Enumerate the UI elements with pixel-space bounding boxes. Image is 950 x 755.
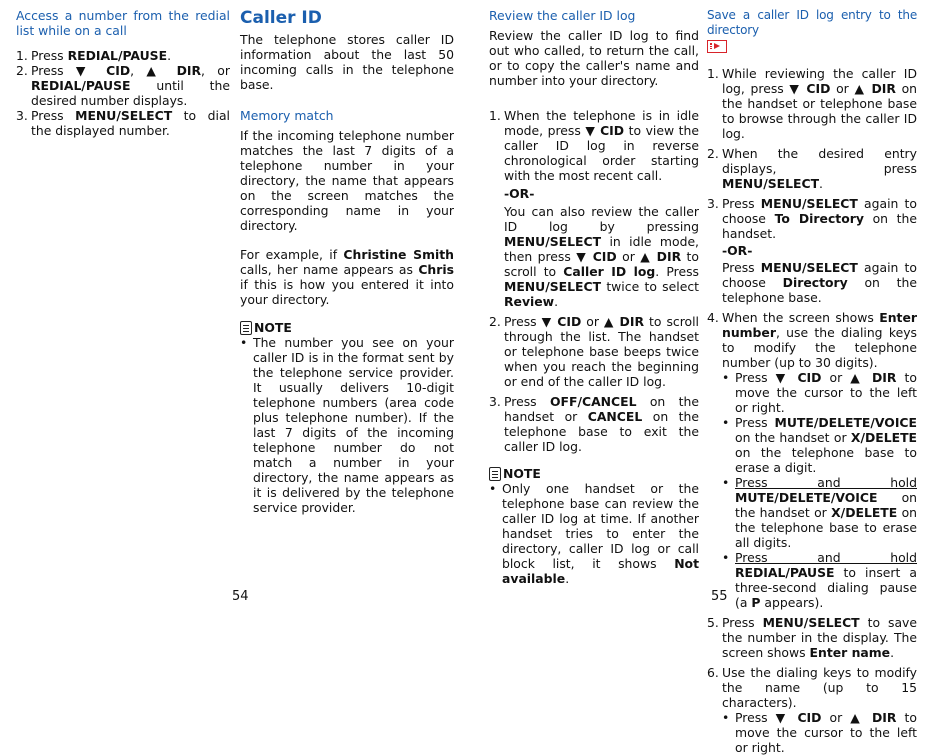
- list-item: 1. While reviewing the caller ID log, press ▼ CID or ▲ DIR on the handset or telephone base to browse through the caller ID log.: [707, 66, 917, 141]
- review-steps: [489, 108, 699, 454]
- page-number-right: 55: [711, 589, 728, 604]
- redial-steps: [16, 48, 230, 138]
- example-text: For example, if Christine Smith calls, her name appears as Chris if this is how you entered it into your directory.: [240, 247, 454, 307]
- note-item: • The number you see on your caller ID is in the format sent by the telephone service provider. It usually delivers 10-digit telephone numbers (area code plus telephone number). If the last 7 digits of the incoming telephone number do not match a number in your directory, the name appears as it is delivered by the telephone service provider.: [240, 335, 454, 515]
- list-item: • Press MUTE/DELETE/VOICE on the handset or X/DELETE on the telephone base to erase a digit.: [722, 415, 917, 475]
- list-item: 1. When the telephone is in idle mode, press ▼ CID to view the caller ID log in reverse chronological order starting with the most recent call. -OR- You can also review the caller ID log by pressing MENU/SELECT in idle mode, then press ▼ CID or ▲ DIR to scroll to Caller ID log. Press MENU/SELECT twice to select Review.: [489, 108, 699, 309]
- list-item: 6. Use the dialing keys to modify the name (up to 15 characters). • Press ▼ CID or ▲ DIR to move the cursor to the left or right.: [707, 665, 917, 755]
- note-icon: [489, 467, 501, 481]
- column-caller-id: [240, 8, 454, 515]
- step4-bullets: [722, 370, 917, 610]
- step6-bullets: [722, 710, 917, 755]
- column-review-log: [489, 8, 699, 586]
- note-list: [489, 481, 699, 586]
- alt-text: You can also review the caller ID log by pressing MENU/SELECT in idle mode, then press ▼ CID or ▲ DIR to scroll to Caller ID log. Press MENU/SELECT twice to select Review.: [504, 204, 699, 309]
- review-intro: Review the caller ID log to find out who called, to return the call, or to copy the caller's name and number into your directory.: [489, 28, 699, 88]
- directory-icon: [707, 40, 727, 53]
- memory-match-heading: Memory match: [240, 108, 334, 123]
- list-item: 5. Press MENU/SELECT to save the number in the display. The screen shows Enter name.: [707, 615, 917, 660]
- list-item: 3. Press MENU/SELECT to dial the displayed number.: [16, 108, 230, 138]
- list-item: 2. Press ▼ CID or ▲ DIR to scroll through the list. The handset or telephone base beeps twice when you reach the beginning or end of the caller ID log.: [489, 314, 699, 389]
- list-item: 1. Press REDIAL/PAUSE.: [16, 48, 172, 63]
- note-item: • Only one handset or the telephone base can review the caller ID log at time. If another handset tries to enter the directory, caller ID log or call block list, it shows Not available.: [489, 481, 699, 586]
- page-title: Caller ID: [240, 8, 322, 28]
- memory-match-text: If the incoming telephone number matches the last 7 digits of a telephone number in your directory, the name that appears on the screen matches the corresponding name in your directory.: [240, 128, 454, 233]
- section-heading-redial: Access a number from the redial list while on a call: [16, 8, 230, 38]
- list-item: 4. When the screen shows Enter number, use the dialing keys to modify the telephone number (up to 30 digits). • Press ▼ CID or ▲ DIR to move the cursor to the left or right. • Press MUTE/DELETE/VOICE on the handset or X/DELETE on the telephone base to erase a digit. • Press and hold MUTE/DELETE/VOICE on the handset or X/DELETE on the telephone base to erase all digits. • Press and hold REDIAL/PAUSE to insert a three-second dialing pause (a P appears).: [707, 310, 917, 610]
- note-heading: NOTE: [240, 320, 454, 335]
- list-item: 3. Press OFF/CANCEL on the handset or CANCEL on the telephone base to exit the caller ID log.: [489, 394, 699, 454]
- list-item: 2. Press ▼ CID, ▲ DIR, or REDIAL/PAUSE until the desired number displays.: [16, 63, 230, 108]
- note-list: [240, 335, 454, 515]
- or-divider: -OR-: [504, 186, 535, 201]
- note-heading: NOTE: [489, 466, 699, 481]
- list-item: • Press and hold REDIAL/PAUSE to insert a three-second dialing pause (a P appears).: [722, 550, 917, 610]
- alt-text: Press MENU/SELECT again to choose Directory on the telephone base.: [722, 260, 917, 305]
- list-item: • Press ▼ CID or ▲ DIR to move the cursor to the left or right.: [722, 370, 917, 415]
- list-item: 2. When the desired entry displays, press MENU/SELECT.: [707, 146, 917, 191]
- note-icon: [240, 321, 252, 335]
- column-redial: [16, 8, 230, 138]
- or-divider: -OR-: [722, 243, 753, 258]
- column-save-entry: [707, 8, 917, 755]
- list-item: 3. Press MENU/SELECT again to choose To Directory on the handset. -OR- Press MENU/SELECT again to choose Directory on the telephone base.: [707, 196, 917, 305]
- save-heading: Save a caller ID log entry to the directory: [707, 8, 917, 37]
- list-item: • Press ▼ CID or ▲ DIR to move the cursor to the left or right.: [722, 710, 917, 755]
- list-item: • Press and hold MUTE/DELETE/VOICE on the handset or X/DELETE on the telephone base to erase all digits.: [722, 475, 917, 550]
- page-number-left: 54: [232, 589, 249, 604]
- review-heading: Review the caller ID log: [489, 8, 636, 23]
- caller-id-intro: The telephone stores caller ID information about the last 50 incoming calls in the telephone base.: [240, 32, 454, 92]
- save-steps: [707, 66, 917, 755]
